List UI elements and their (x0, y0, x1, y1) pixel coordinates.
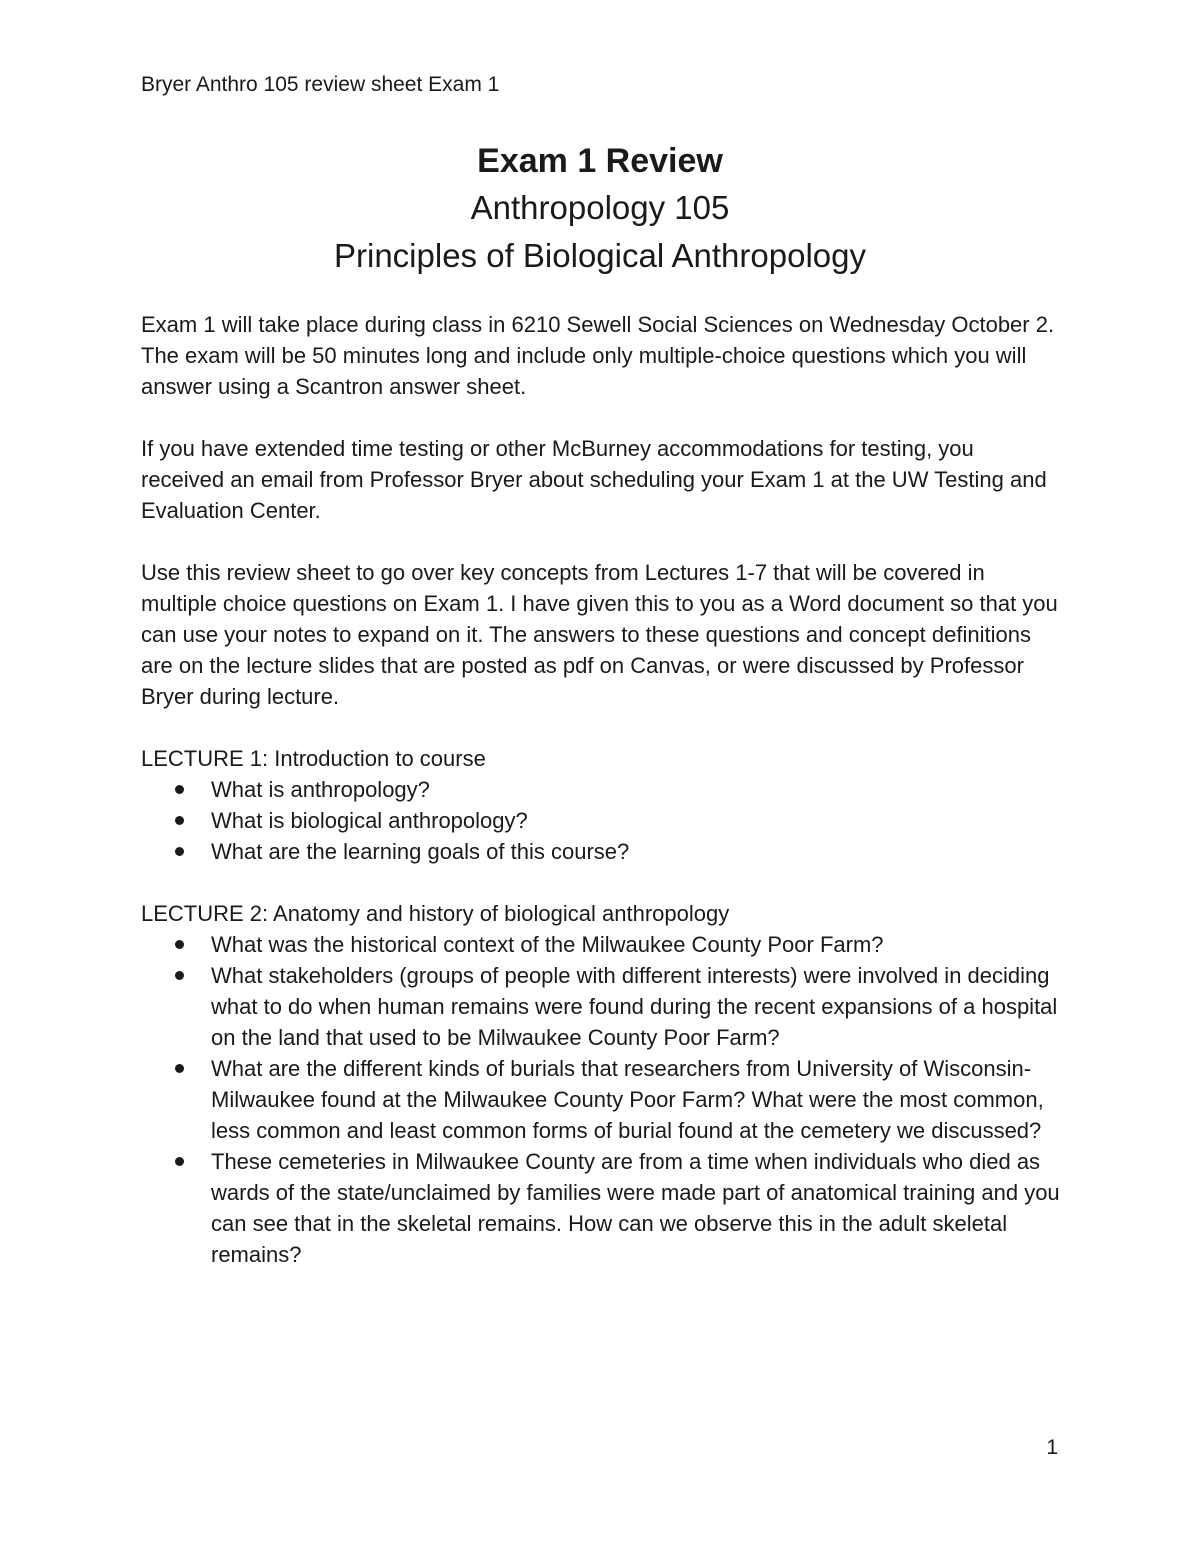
question-text: What is anthropology? (211, 777, 430, 802)
list-item (141, 929, 1061, 960)
bullet-icon (175, 1064, 184, 1073)
question-text: These cemeteries in Milwaukee County are from a time when individuals who died as wards of the state/unclaimed by families were made part of anatomical training and you can see that in the skeletal remains. How can we observe this in the adult skeletal remains? (211, 1149, 1060, 1267)
paragraph-spacer (141, 402, 1061, 433)
document-title: Exam 1 Review (477, 142, 723, 180)
running-header: Bryer Anthro 105 review sheet Exam 1 (141, 73, 500, 96)
question-text: What are the learning goals of this course? (211, 839, 630, 864)
bullet-icon (175, 816, 184, 825)
exam-format-paragraph: The exam will be 50 minutes long and include only multiple-choice questions which you will answer using a Scantron answer sheet. (141, 343, 1027, 399)
lecture-1-questions (141, 774, 1061, 867)
paragraph-spacer (141, 526, 1061, 557)
lecture-2-questions (141, 929, 1061, 1270)
lecture-1-heading: LECTURE 1: Introduction to course (141, 746, 486, 771)
list-item (141, 805, 1061, 836)
list-item (141, 836, 1061, 867)
list-item (141, 1053, 1061, 1146)
title-block (0, 138, 1200, 280)
paragraph-spacer (141, 867, 1061, 898)
bullet-icon (175, 971, 184, 980)
document-body (141, 309, 1061, 1270)
bullet-icon (175, 1157, 184, 1166)
list-item (141, 960, 1061, 1053)
lecture-2-heading: LECTURE 2: Anatomy and history of biological anthropology (141, 901, 730, 926)
bullet-icon (175, 847, 184, 856)
question-text: What is biological anthropology? (211, 808, 528, 833)
exam-location-paragraph: Exam 1 will take place during class in 6210 Sewell Social Sciences on Wednesday October 2. (141, 312, 1055, 337)
bullet-icon (175, 785, 184, 794)
list-item (141, 1146, 1061, 1270)
accommodations-paragraph: If you have extended time testing or other McBurney accommodations for testing, you received an email from Professor Bryer about scheduling your Exam 1 at the UW Testing and Evaluation Center. (141, 436, 1047, 523)
course-name: Principles of Biological Anthropology (334, 237, 866, 274)
list-item (141, 774, 1061, 805)
bullet-icon (175, 940, 184, 949)
page-number: 1 (1046, 1436, 1058, 1459)
question-text: What are the different kinds of burials that researchers from University of Wisconsin-Milwaukee found at the Milwaukee County Poor Farm? What were the most common, less common and least common forms of burial found at the cemetery we discussed? (211, 1056, 1044, 1143)
question-text: What stakeholders (groups of people with different interests) were involved in deciding what to do when human remains were found during the recent expansions of a hospital on the land that used to be Milwaukee County Poor Farm? (211, 963, 1058, 1050)
question-text: What was the historical context of the Milwaukee County Poor Farm? (211, 932, 884, 957)
course-number: Anthropology 105 (470, 189, 730, 226)
paragraph-spacer (141, 712, 1061, 743)
review-instructions-paragraph: Use this review sheet to go over key concepts from Lectures 1-7 that will be covered in multiple choice questions on Exam 1. I have given this to you as a Word document so that you can use your notes to expand on it. The answers to these questions and concept definitions are on the lecture slides that are posted as pdf on Canvas, or were discussed by Professor Bryer during lecture. (141, 560, 1058, 709)
